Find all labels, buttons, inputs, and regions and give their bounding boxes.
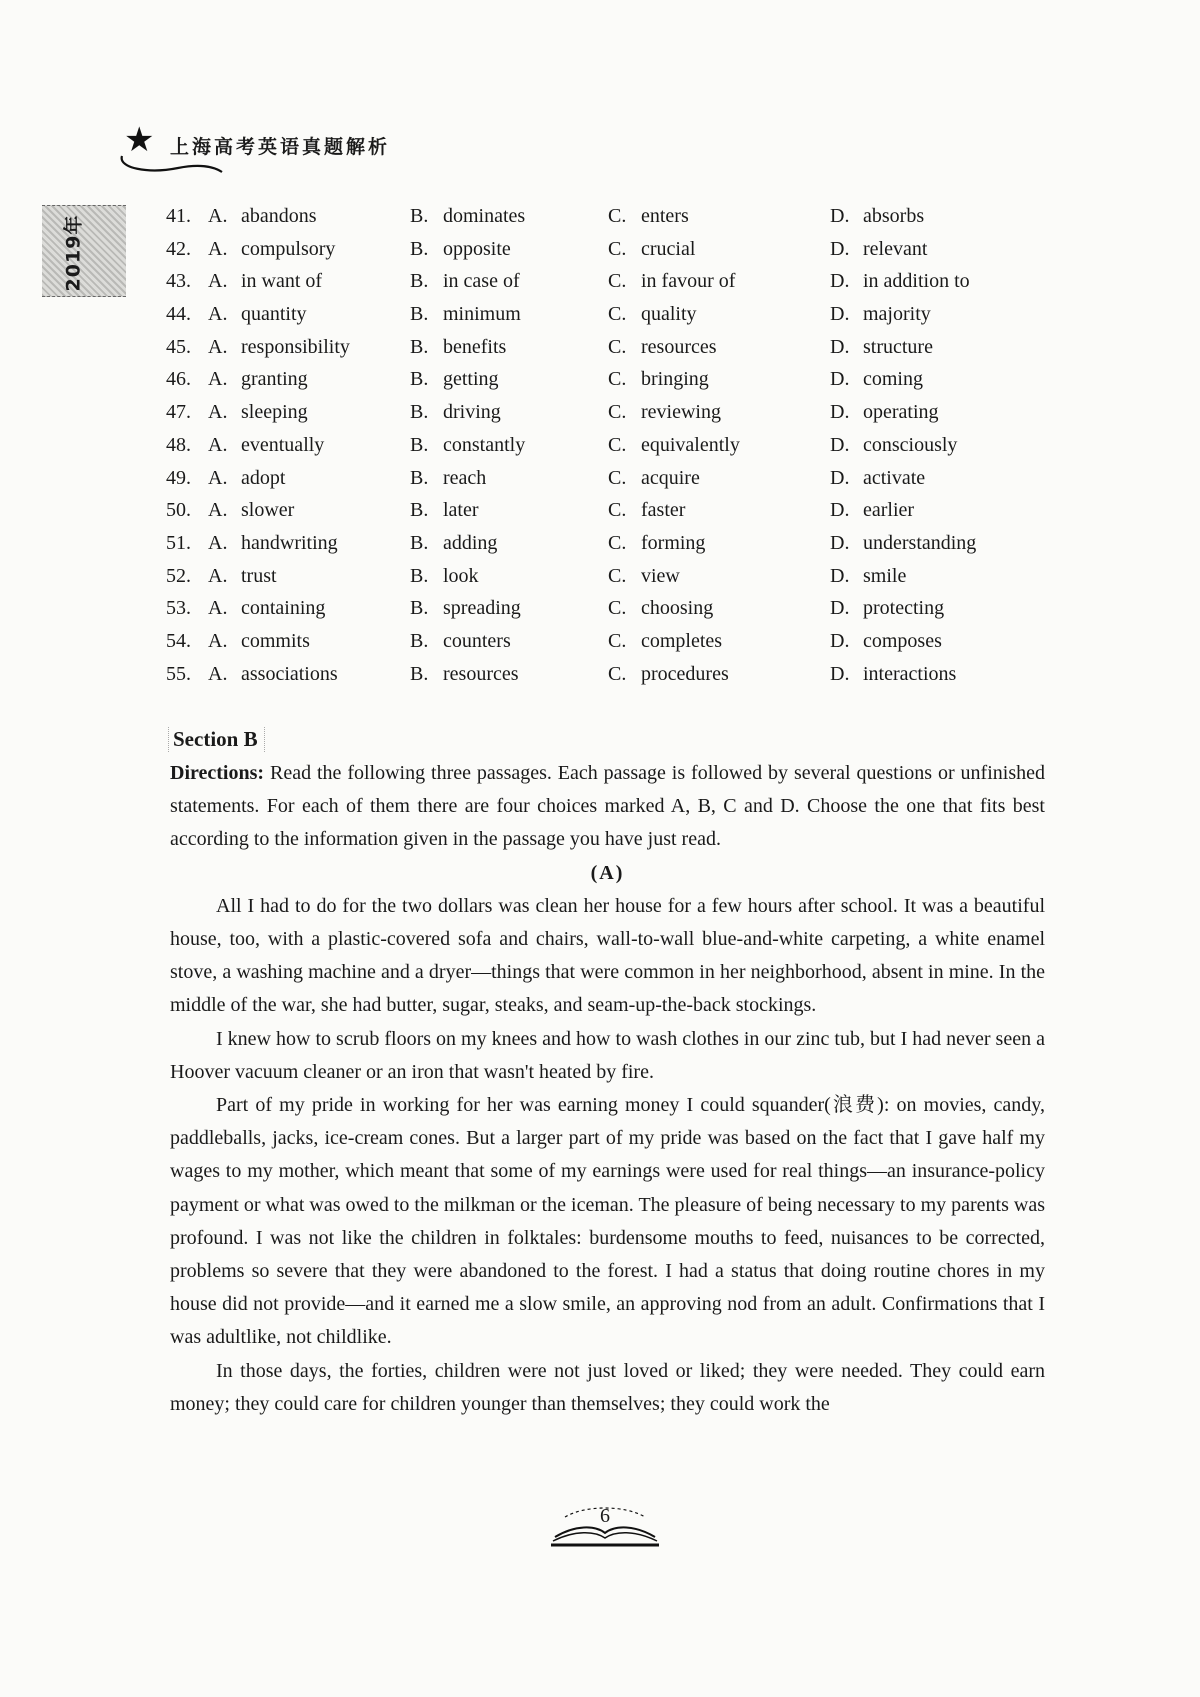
choice-b (410, 494, 608, 527)
choice-letter: A. (208, 662, 228, 685)
choice-letter: A. (208, 205, 228, 227)
choice-text: abandons (241, 205, 317, 227)
choice-a (208, 298, 410, 331)
choice-text: in addition to (863, 270, 970, 293)
choice-text: consciously (863, 433, 958, 456)
choice-c (608, 592, 830, 625)
choice-letter: B. (410, 368, 429, 391)
choice-text: slower (241, 499, 295, 522)
choice-text: handwriting (241, 531, 338, 554)
choice-d (830, 494, 1046, 527)
choice-text: absorbs (863, 205, 925, 227)
choice-letter: D. (830, 662, 850, 685)
choice-text: look (443, 564, 479, 587)
choice-letter: C. (608, 237, 627, 260)
choice-c (608, 396, 830, 429)
choice-letter: B. (410, 531, 429, 554)
option-row (166, 462, 1046, 495)
choice-d (830, 592, 1046, 625)
choice-text: associations (241, 662, 338, 685)
choice-text: completes (641, 629, 723, 652)
choice-letter: B. (410, 237, 429, 260)
choice-letter: D. (830, 237, 850, 260)
choice-text: composes (863, 629, 942, 652)
choice-b (410, 331, 608, 364)
star-logo-icon: ★ (124, 122, 155, 159)
choice-d (830, 331, 1046, 364)
choice-text: getting (443, 368, 499, 391)
directions-label: Directions: (170, 762, 265, 784)
choice-a (208, 494, 410, 527)
choice-letter: B. (410, 270, 429, 293)
choice-d (830, 396, 1046, 429)
choice-letter: D. (830, 270, 850, 293)
choice-a (208, 560, 410, 593)
choice-a (208, 363, 410, 396)
choice-c (608, 658, 830, 691)
page-footer (545, 1503, 665, 1553)
choice-c (608, 462, 830, 495)
choice-c (608, 200, 830, 233)
choice-b (410, 363, 608, 396)
choice-d (830, 200, 1046, 233)
option-row (166, 200, 1046, 233)
question-number: 48. (166, 433, 191, 456)
choice-letter: D. (830, 205, 850, 227)
choice-a (208, 625, 410, 658)
choice-letter: C. (608, 205, 627, 227)
choice-letter: A. (208, 433, 228, 456)
choice-letter: D. (830, 401, 850, 424)
choice-d (830, 658, 1046, 691)
question-number: 54. (166, 629, 191, 652)
choice-b (410, 396, 608, 429)
choice-text: sleeping (241, 401, 308, 424)
choice-text: in favour of (641, 270, 736, 293)
choice-letter: D. (830, 303, 850, 326)
choice-text: enters (641, 205, 689, 227)
choice-letter: C. (608, 368, 627, 391)
choice-text: resources (641, 335, 717, 358)
section-title: Section B (168, 727, 265, 752)
option-row (166, 625, 1046, 658)
choice-text: protecting (863, 597, 945, 620)
choice-letter: C. (608, 433, 627, 456)
choice-d (830, 429, 1046, 462)
choice-text: interactions (863, 662, 957, 685)
choice-text: earlier (863, 499, 915, 522)
choice-text: forming (641, 531, 706, 554)
choice-letter: C. (608, 335, 627, 358)
choice-text: opposite (443, 237, 511, 260)
choice-d (830, 625, 1046, 658)
passage-paragraph: In those days, the forties, children were not just loved or liked; they were needed. They could earn money; they could care for children younger than themselves; they could work the (170, 1359, 1045, 1415)
choice-c (608, 560, 830, 593)
choice-text: constantly (443, 433, 526, 456)
choice-text: commits (241, 629, 310, 652)
choice-letter: D. (830, 368, 850, 391)
choice-c (608, 331, 830, 364)
choice-text: activate (863, 466, 926, 489)
choice-text: smile (863, 564, 907, 587)
choice-letter: A. (208, 531, 228, 554)
choice-b (410, 233, 608, 266)
question-number: 47. (166, 401, 191, 424)
option-row (166, 233, 1046, 266)
choice-text: responsibility (241, 335, 350, 358)
choice-letter: A. (208, 335, 228, 358)
option-row (166, 592, 1046, 625)
choice-letter: A. (208, 237, 228, 260)
choice-letter: C. (608, 303, 627, 326)
choice-letter: C. (608, 564, 627, 587)
choice-letter: B. (410, 662, 429, 685)
choice-text: in want of (241, 270, 323, 293)
choice-b (410, 200, 608, 233)
option-row (166, 658, 1046, 691)
choice-letter: B. (410, 564, 429, 587)
option-row (166, 560, 1046, 593)
choice-c (608, 494, 830, 527)
choice-text: quality (641, 303, 697, 326)
choice-letter: A. (208, 466, 228, 489)
choice-letter: A. (208, 401, 228, 424)
choice-d (830, 363, 1046, 396)
choice-letter: C. (608, 531, 627, 554)
choice-letter: D. (830, 564, 850, 587)
choice-letter: A. (208, 499, 228, 522)
choice-text: driving (443, 401, 501, 424)
choice-letter: D. (830, 597, 850, 620)
choice-text: reviewing (641, 401, 721, 424)
choice-c (608, 265, 830, 298)
choice-letter: D. (830, 531, 850, 554)
choice-letter: C. (608, 499, 627, 522)
choice-letter: D. (830, 433, 850, 456)
choice-text: later (443, 499, 479, 522)
question-number: 49. (166, 466, 191, 489)
option-row (166, 265, 1046, 298)
choice-b (410, 298, 608, 331)
choice-letter: B. (410, 433, 429, 456)
directions-text: Read the following three passages. Each passage is followed by several questions or unfinished statements. For each of them there are four choices marked A, B, C and D. Choose the one that fits best according to the information given in the passage you have just read. (170, 762, 1045, 851)
option-row (166, 396, 1046, 429)
choice-letter: A. (208, 368, 228, 391)
year-side-tab (42, 205, 126, 297)
choice-text: acquire (641, 466, 700, 489)
choice-text: eventually (241, 433, 325, 456)
choice-a (208, 429, 410, 462)
choice-b (410, 527, 608, 560)
choice-text: trust (241, 564, 277, 587)
choice-text: dominates (443, 205, 526, 227)
choice-text: procedures (641, 662, 729, 685)
choice-letter: B. (410, 597, 429, 620)
choice-text: benefits (443, 335, 507, 358)
choice-c (608, 298, 830, 331)
choice-text: reach (443, 466, 487, 489)
choice-text: coming (863, 368, 923, 391)
choice-a (208, 331, 410, 364)
question-number: 43. (166, 270, 191, 293)
choice-a (208, 462, 410, 495)
question-number: 51. (166, 531, 191, 554)
choice-text: in case of (443, 270, 520, 293)
choice-d (830, 298, 1046, 331)
choice-b (410, 265, 608, 298)
choice-letter: C. (608, 270, 627, 293)
choice-letter: B. (410, 401, 429, 424)
choice-letter: B. (410, 205, 429, 227)
year-label: 2019年 (62, 214, 85, 292)
choice-letter: B. (410, 335, 429, 358)
choice-letter: D. (830, 629, 850, 652)
choice-text: compulsory (241, 237, 336, 260)
choice-b (410, 625, 608, 658)
directions-paragraph (170, 757, 1045, 857)
choice-letter: A. (208, 564, 228, 587)
choice-letter: C. (608, 466, 627, 489)
book-title: 上海高考英语真题解析 (170, 136, 391, 158)
question-number: 44. (166, 303, 191, 326)
section-b-body (170, 757, 1045, 1421)
choice-d (830, 527, 1046, 560)
choice-text: equivalently (641, 433, 740, 456)
choice-d (830, 233, 1046, 266)
choice-a (208, 265, 410, 298)
choice-c (608, 527, 830, 560)
choice-text: crucial (641, 237, 696, 260)
option-row (166, 429, 1046, 462)
choice-letter: B. (410, 629, 429, 652)
choice-d (830, 560, 1046, 593)
question-number: 50. (166, 499, 191, 522)
choice-letter: C. (608, 662, 627, 685)
question-number: 42. (166, 237, 191, 260)
choice-text: structure (863, 335, 933, 358)
choice-text: containing (241, 597, 326, 620)
choice-letter: D. (830, 499, 850, 522)
choice-letter: C. (608, 629, 627, 652)
choice-letter: B. (410, 303, 429, 326)
choice-text: bringing (641, 368, 709, 391)
choice-a (208, 592, 410, 625)
choice-a (208, 658, 410, 691)
question-number: 41. (166, 205, 191, 227)
choice-text: choosing (641, 597, 714, 620)
choice-text: resources (443, 662, 519, 685)
passage-paragraph: All I had to do for the two dollars was clean her house for a few hours after school. It was a beautiful house, too, with a plastic-covered sofa and chairs, wall-to-wall blue-and-white carpeting, a white enamel stove, a washing machine and a dryer—things that were common in her neighborhood, absent in mine. In the middle of the war, she had butter, sugar, steaks, and seam-up-the-back stockings. (170, 894, 1045, 1017)
choice-letter: A. (208, 303, 228, 326)
question-number: 53. (166, 597, 191, 620)
choice-letter: A. (208, 270, 228, 293)
choice-a (208, 200, 410, 233)
choice-b (410, 462, 608, 495)
question-number: 52. (166, 564, 191, 587)
option-row (166, 298, 1046, 331)
choice-letter: A. (208, 597, 228, 620)
choice-letter: B. (410, 499, 429, 522)
option-row (166, 363, 1046, 396)
choice-text: understanding (863, 531, 977, 554)
choice-a (208, 396, 410, 429)
choice-text: counters (443, 629, 511, 652)
choice-letter: C. (608, 401, 627, 424)
choice-text: minimum (443, 303, 521, 326)
choice-b (410, 429, 608, 462)
choice-c (608, 625, 830, 658)
passage-paragraph: Part of my pride in working for her was earning money I could squander(浪费): on movies, candy, paddleballs, jacks, ice-cream cones. But a larger part of my pride was based on the fact that I gave half my wages to my mother, which meant that some of my earnings were used for real things—an insurance-policy payment or what was owed to the milkman or the iceman. The pleasure of being necessary to my parents was profound. I was not like the children in folktales: burdensome mouths to feed, nuisances to be corrected, problems so severe that they were abandoned to the forest. I had a status that doing routine chores in my house did not provide—and it earned me a slow smile, an approving nod from an adult. Confirmations that I was adultlike, not childlike. (170, 1094, 1045, 1349)
choice-letter: A. (208, 629, 228, 652)
choice-text: granting (241, 368, 308, 391)
choice-letter: D. (830, 335, 850, 358)
choice-a (208, 233, 410, 266)
choice-text: faster (641, 499, 686, 522)
choice-d (830, 462, 1046, 495)
choice-letter: C. (608, 597, 627, 620)
choice-b (410, 560, 608, 593)
option-row (166, 331, 1046, 364)
choice-b (410, 658, 608, 691)
page-number: 6 (600, 1505, 610, 1527)
choice-letter: D. (830, 466, 850, 489)
choice-c (608, 429, 830, 462)
choice-text: adopt (241, 466, 286, 489)
choice-text: relevant (863, 237, 928, 260)
choice-text: quantity (241, 303, 307, 326)
choice-c (608, 233, 830, 266)
choice-text: majority (863, 303, 931, 326)
choice-d (830, 265, 1046, 298)
choice-letter: B. (410, 466, 429, 489)
question-number: 45. (166, 335, 191, 358)
passage-label: (A) (590, 861, 625, 884)
option-row (166, 527, 1046, 560)
question-number: 46. (166, 368, 191, 391)
choice-a (208, 527, 410, 560)
choice-text: view (641, 564, 680, 587)
option-row (166, 494, 1046, 527)
passage-paragraph: I knew how to scrub floors on my knees and how to wash clothes in our zinc tub, but I had never seen a Hoover vacuum cleaner or an iron that wasn't heated by fire. (170, 1027, 1045, 1083)
choice-b (410, 592, 608, 625)
answer-options-list (166, 200, 1046, 690)
choice-text: adding (443, 531, 498, 554)
choice-text: spreading (443, 597, 521, 620)
choice-text: operating (863, 401, 939, 424)
question-number: 55. (166, 662, 191, 685)
choice-c (608, 363, 830, 396)
